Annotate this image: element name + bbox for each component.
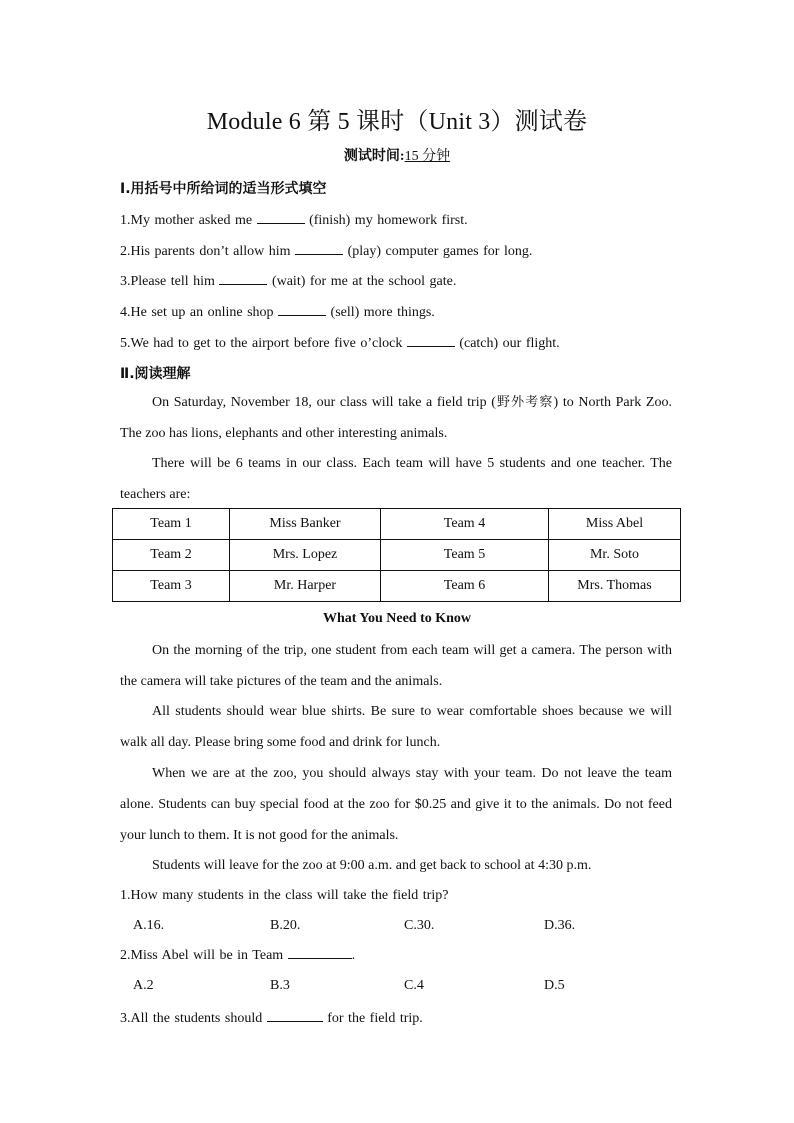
- answer-blank[interactable]: [219, 272, 267, 285]
- option-c[interactable]: C.30.: [404, 918, 435, 933]
- answer-blank[interactable]: [295, 242, 343, 255]
- question-3-end: for the field trip.: [322, 1011, 423, 1026]
- answer-blank[interactable]: [407, 334, 455, 347]
- reading-paragraph-2: There will be 6 teams in our class. Each team will have 5 students and one teacher. The teachers are:: [120, 456, 672, 502]
- reading-paragraph-3: On the morning of the trip, one student from each team will get a camera. The person with the camera will take pictures of the team and the animals.: [120, 643, 672, 689]
- question-1: 1.How many students in the class will take the field trip?: [120, 888, 449, 903]
- table-cell: Mr. Soto: [549, 540, 681, 571]
- option-b[interactable]: B.20.: [270, 918, 301, 933]
- teams-table: [112, 508, 681, 602]
- table-row: [113, 540, 681, 571]
- fill-item-3: [120, 272, 456, 290]
- section-subtitle: What You Need to Know: [322, 611, 472, 626]
- fill-item-5-post: (catch) our flight.: [454, 336, 560, 351]
- fill-item-4: [120, 303, 435, 321]
- table-row: [113, 509, 681, 540]
- answer-blank[interactable]: [267, 1009, 323, 1022]
- question-2: [120, 946, 355, 964]
- table-row: [113, 571, 681, 602]
- question-3-text: 3.All the students should: [120, 1011, 267, 1026]
- fill-item-2-pre: 2.His parents don’t allow him: [120, 244, 296, 259]
- table-cell: Team 1: [113, 509, 230, 540]
- fill-item-5-pre: 5.We had to get to the airport before five o’clock: [120, 336, 407, 351]
- question-3: [120, 1009, 423, 1027]
- paragraph-1-text-b: ) to North Park Zoo. The zoo has lions, elephants and other interesting animals.: [120, 395, 672, 441]
- fill-item-4-pre: 4.He set up an online shop: [120, 305, 279, 320]
- table-cell: Miss Abel: [549, 509, 681, 540]
- option-b[interactable]: B.3: [270, 978, 290, 993]
- fill-item-1-pre: 1.My mother asked me: [120, 213, 257, 228]
- option-d[interactable]: D.5: [544, 978, 565, 993]
- table-cell: Team 4: [381, 509, 549, 540]
- test-duration: [0, 145, 794, 165]
- reading-paragraph-6: Students will leave for the zoo at 9:00 a.m. and get back to school at 4:30 p.m.: [152, 858, 592, 873]
- section-1-heading: Ⅰ.用括号中所给词的适当形式填空: [120, 181, 327, 197]
- option-a[interactable]: A.2: [133, 978, 154, 993]
- table-cell: Team 6: [381, 571, 549, 602]
- fill-item-5: [120, 334, 560, 352]
- answer-blank[interactable]: [257, 211, 305, 224]
- answer-blank[interactable]: [288, 946, 352, 959]
- paragraph-1-text-a: On Saturday, November 18, our class will take a field trip (: [152, 395, 496, 410]
- option-c[interactable]: C.4: [404, 978, 424, 993]
- fill-item-3-post: (wait) for me at the school gate.: [267, 274, 457, 289]
- table-cell: Mrs. Lopez: [230, 540, 381, 571]
- fill-item-2-post: (play) computer games for long.: [343, 244, 533, 259]
- fill-item-2: [120, 242, 532, 260]
- table-cell: Mr. Harper: [230, 571, 381, 602]
- table-cell: Team 2: [113, 540, 230, 571]
- section-2-heading: Ⅱ.阅读理解: [120, 366, 191, 382]
- paragraph-1-chinese-gloss: 野外考察: [495, 395, 554, 410]
- fill-item-1-post: (finish) my homework first.: [304, 213, 468, 228]
- fill-item-3-pre: 3.Please tell him: [120, 274, 220, 289]
- fill-item-4-post: (sell) more things.: [326, 305, 435, 320]
- question-2-text: 2.Miss Abel will be in Team: [120, 948, 288, 963]
- table-cell: Team 3: [113, 571, 230, 602]
- option-d[interactable]: D.36.: [544, 918, 576, 933]
- reading-paragraph-4: All students should wear blue shirts. Be sure to wear comfortable shoes because we will walk all day. Please bring some food and drink for lunch.: [120, 704, 672, 750]
- test-duration-value: 15 分钟: [404, 149, 451, 164]
- table-cell: Miss Banker: [230, 509, 381, 540]
- test-duration-label: 测试时间:: [343, 149, 405, 164]
- table-cell: Team 5: [381, 540, 549, 571]
- reading-paragraph-5: When we are at the zoo, you should always stay with your team. Do not leave the team alone. Students can buy special food at the zoo for $0.25 and give it to the animals. Do not feed your lunch to them. It is not good for the animals.: [120, 766, 672, 843]
- answer-blank[interactable]: [278, 303, 326, 316]
- table-cell: Mrs. Thomas: [549, 571, 681, 602]
- fill-item-1: [120, 211, 468, 229]
- page-title: Module 6 第 5 课时（Unit 3）测试卷: [206, 109, 588, 135]
- reading-paragraph-1: [120, 387, 672, 449]
- option-a[interactable]: A.16.: [133, 918, 165, 933]
- question-2-end: .: [351, 948, 356, 963]
